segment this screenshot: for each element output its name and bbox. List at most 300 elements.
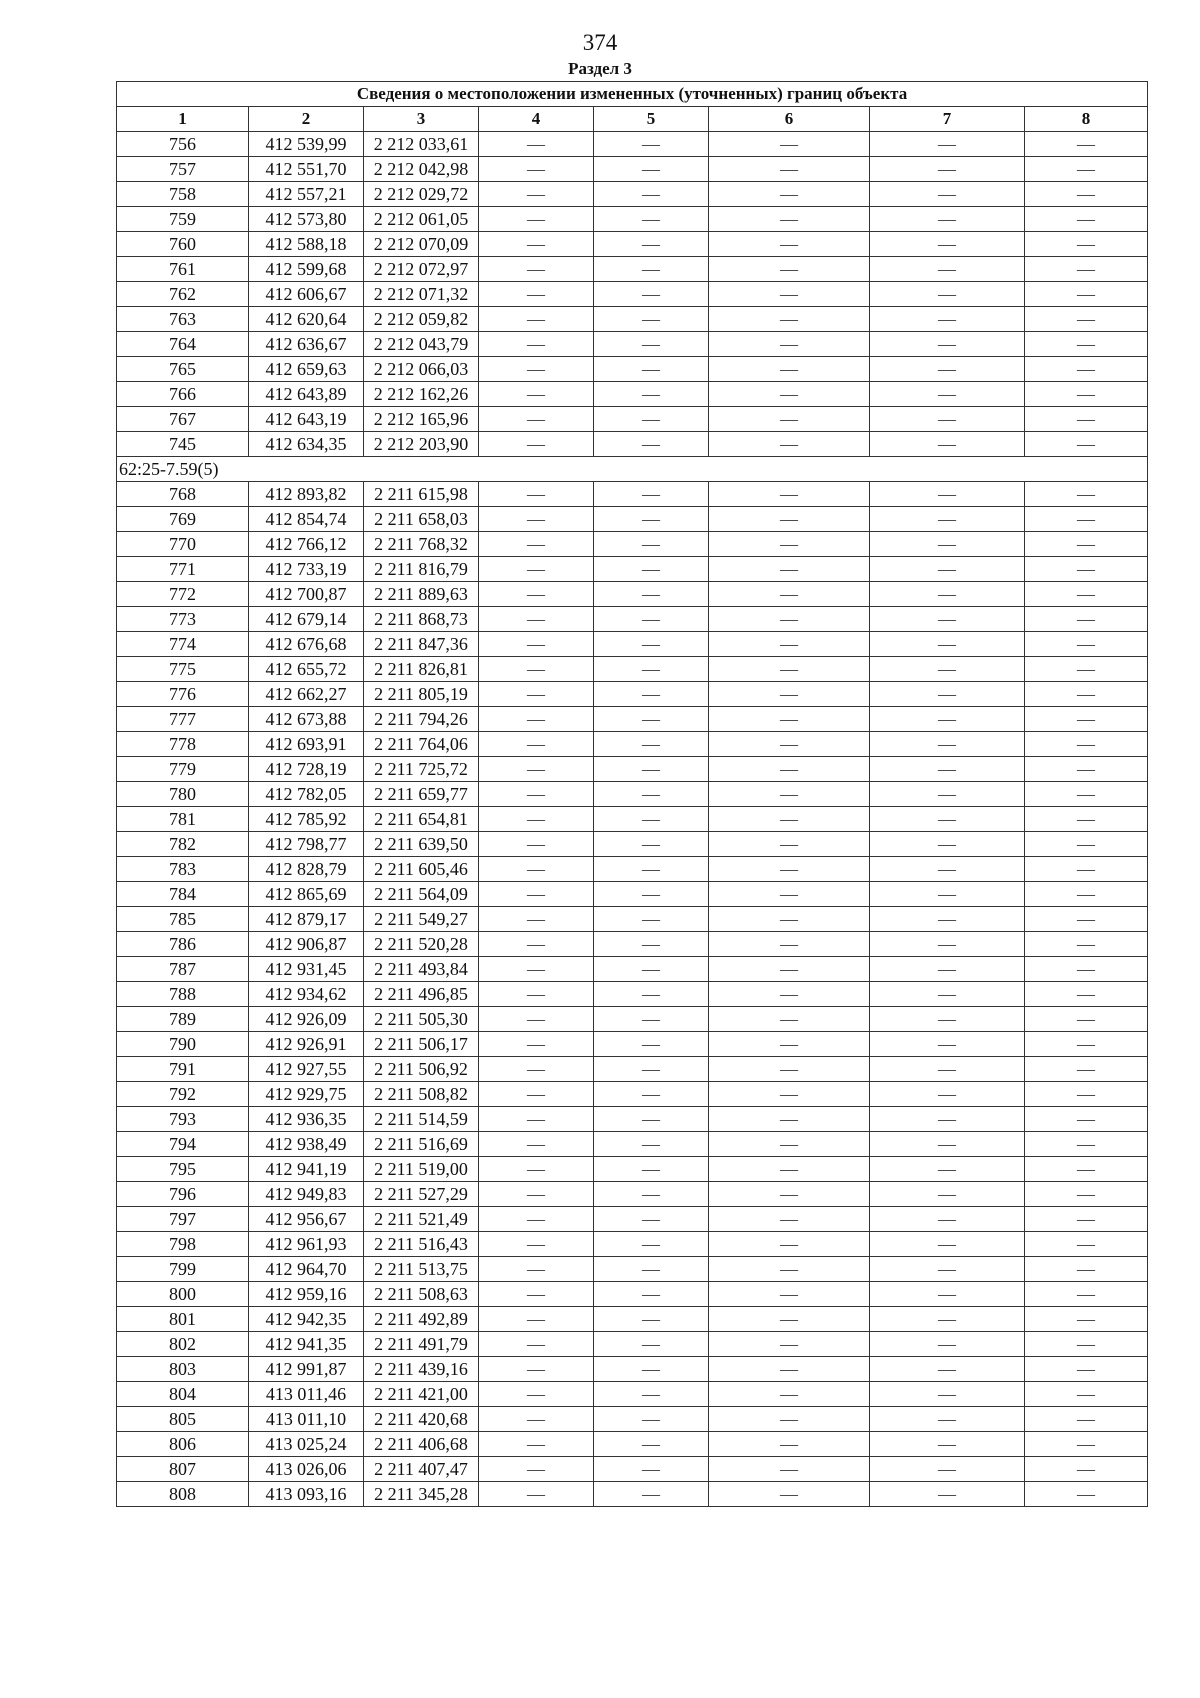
empty-value-cell: — — [594, 582, 709, 607]
coordinates-table — [116, 81, 1148, 1507]
table-title-row — [117, 82, 1148, 107]
empty-value-cell: — — [870, 657, 1025, 682]
empty-value-cell: — — [870, 832, 1025, 857]
point-number-cell: 770 — [117, 532, 249, 557]
table-row — [117, 682, 1148, 707]
empty-value-cell: — — [870, 1357, 1025, 1382]
x-coordinate-cell: 412 798,77 — [249, 832, 364, 857]
point-number-cell: 808 — [117, 1482, 249, 1507]
point-number-cell: 769 — [117, 507, 249, 532]
y-coordinate-cell: 2 211 605,46 — [364, 857, 479, 882]
empty-value-cell: — — [709, 782, 870, 807]
empty-value-cell: — — [709, 807, 870, 832]
table-row — [117, 332, 1148, 357]
empty-value-cell: — — [594, 282, 709, 307]
empty-value-cell: — — [479, 582, 594, 607]
table-row — [117, 507, 1148, 532]
x-coordinate-cell: 412 929,75 — [249, 1082, 364, 1107]
x-coordinate-cell: 412 655,72 — [249, 657, 364, 682]
empty-value-cell: — — [709, 382, 870, 407]
empty-value-cell: — — [870, 1007, 1025, 1032]
empty-value-cell: — — [1025, 1257, 1148, 1282]
table-row — [117, 432, 1148, 457]
empty-value-cell: — — [709, 207, 870, 232]
x-coordinate-cell: 412 926,09 — [249, 1007, 364, 1032]
table-row — [117, 657, 1148, 682]
point-number-cell: 796 — [117, 1182, 249, 1207]
empty-value-cell: — — [479, 432, 594, 457]
x-coordinate-cell: 413 025,24 — [249, 1432, 364, 1457]
empty-value-cell: — — [709, 607, 870, 632]
table-row — [117, 207, 1148, 232]
empty-value-cell: — — [594, 1257, 709, 1282]
empty-value-cell: — — [1025, 507, 1148, 532]
x-coordinate-cell: 412 931,45 — [249, 957, 364, 982]
empty-value-cell: — — [870, 1032, 1025, 1057]
table-row — [117, 232, 1148, 257]
empty-value-cell: — — [709, 157, 870, 182]
point-number-cell: 763 — [117, 307, 249, 332]
table-row — [117, 1357, 1148, 1382]
table-row — [117, 732, 1148, 757]
table-row — [117, 932, 1148, 957]
empty-value-cell: — — [709, 657, 870, 682]
empty-value-cell: — — [709, 1307, 870, 1332]
x-coordinate-cell: 412 700,87 — [249, 582, 364, 607]
x-coordinate-cell: 412 941,35 — [249, 1332, 364, 1357]
table-row — [117, 1432, 1148, 1457]
empty-value-cell: — — [709, 1257, 870, 1282]
empty-value-cell: — — [479, 982, 594, 1007]
table-row — [117, 1182, 1148, 1207]
empty-value-cell: — — [870, 182, 1025, 207]
x-coordinate-cell: 412 893,82 — [249, 482, 364, 507]
empty-value-cell: — — [594, 782, 709, 807]
x-coordinate-cell: 412 926,91 — [249, 1032, 364, 1057]
empty-value-cell: — — [479, 607, 594, 632]
y-coordinate-cell: 2 212 033,61 — [364, 132, 479, 157]
empty-value-cell: — — [709, 1482, 870, 1507]
empty-value-cell: — — [479, 482, 594, 507]
empty-value-cell: — — [870, 1157, 1025, 1182]
empty-value-cell: — — [594, 1382, 709, 1407]
empty-value-cell: — — [594, 1057, 709, 1082]
y-coordinate-cell: 2 211 654,81 — [364, 807, 479, 832]
empty-value-cell: — — [1025, 957, 1148, 982]
empty-value-cell: — — [479, 1007, 594, 1032]
point-number-cell: 792 — [117, 1082, 249, 1107]
empty-value-cell: — — [594, 632, 709, 657]
y-coordinate-cell: 2 211 508,82 — [364, 1082, 479, 1107]
empty-value-cell: — — [709, 957, 870, 982]
empty-value-cell: — — [709, 982, 870, 1007]
point-number-cell: 776 — [117, 682, 249, 707]
y-coordinate-cell: 2 212 029,72 — [364, 182, 479, 207]
y-coordinate-cell: 2 211 658,03 — [364, 507, 479, 532]
x-coordinate-cell: 412 620,64 — [249, 307, 364, 332]
point-number-cell: 757 — [117, 157, 249, 182]
point-number-cell: 805 — [117, 1407, 249, 1432]
table-row — [117, 1457, 1148, 1482]
empty-value-cell: — — [594, 1032, 709, 1057]
empty-value-cell: — — [1025, 282, 1148, 307]
empty-value-cell: — — [479, 907, 594, 932]
empty-value-cell: — — [479, 782, 594, 807]
x-coordinate-cell: 412 728,19 — [249, 757, 364, 782]
table-row — [117, 1232, 1148, 1257]
y-coordinate-cell: 2 211 345,28 — [364, 1482, 479, 1507]
point-number-cell: 797 — [117, 1207, 249, 1232]
x-coordinate-cell: 412 539,99 — [249, 132, 364, 157]
empty-value-cell: — — [1025, 1357, 1148, 1382]
y-coordinate-cell: 2 211 826,81 — [364, 657, 479, 682]
empty-value-cell: — — [594, 807, 709, 832]
x-coordinate-cell: 412 934,62 — [249, 982, 364, 1007]
empty-value-cell: — — [1025, 1157, 1148, 1182]
x-coordinate-cell: 412 599,68 — [249, 257, 364, 282]
table-row — [117, 607, 1148, 632]
y-coordinate-cell: 2 211 496,85 — [364, 982, 479, 1007]
empty-value-cell: — — [709, 1232, 870, 1257]
empty-value-cell: — — [594, 382, 709, 407]
empty-value-cell: — — [479, 1032, 594, 1057]
empty-value-cell: — — [479, 1432, 594, 1457]
empty-value-cell: — — [709, 1057, 870, 1082]
empty-value-cell: — — [870, 1107, 1025, 1132]
empty-value-cell: — — [479, 1157, 594, 1182]
empty-value-cell: — — [479, 1082, 594, 1107]
empty-value-cell: — — [1025, 382, 1148, 407]
empty-value-cell: — — [1025, 782, 1148, 807]
y-coordinate-cell: 2 211 439,16 — [364, 1357, 479, 1382]
point-number-cell: 791 — [117, 1057, 249, 1082]
y-coordinate-cell: 2 211 407,47 — [364, 1457, 479, 1482]
y-coordinate-cell: 2 211 508,63 — [364, 1282, 479, 1307]
empty-value-cell: — — [709, 232, 870, 257]
empty-value-cell: — — [1025, 1232, 1148, 1257]
empty-value-cell: — — [1025, 1282, 1148, 1307]
point-number-cell: 758 — [117, 182, 249, 207]
column-header: 6 — [709, 107, 870, 132]
empty-value-cell: — — [479, 307, 594, 332]
empty-value-cell: — — [1025, 1082, 1148, 1107]
table-row — [117, 1207, 1148, 1232]
x-coordinate-cell: 412 679,14 — [249, 607, 364, 632]
point-number-cell: 802 — [117, 1332, 249, 1357]
table-row — [117, 1307, 1148, 1332]
x-coordinate-cell: 412 949,83 — [249, 1182, 364, 1207]
empty-value-cell: — — [594, 732, 709, 757]
x-coordinate-cell: 413 011,10 — [249, 1407, 364, 1432]
table-row — [117, 632, 1148, 657]
point-number-cell: 771 — [117, 557, 249, 582]
table-row — [117, 1007, 1148, 1032]
empty-value-cell: — — [479, 1482, 594, 1507]
point-number-cell: 782 — [117, 832, 249, 857]
empty-value-cell: — — [709, 757, 870, 782]
x-coordinate-cell: 412 693,91 — [249, 732, 364, 757]
empty-value-cell: — — [709, 557, 870, 582]
y-coordinate-cell: 2 211 491,79 — [364, 1332, 479, 1357]
empty-value-cell: — — [709, 307, 870, 332]
empty-value-cell: — — [594, 1457, 709, 1482]
empty-value-cell: — — [870, 1407, 1025, 1432]
empty-value-cell: — — [479, 807, 594, 832]
empty-value-cell: — — [709, 1432, 870, 1457]
empty-value-cell: — — [479, 357, 594, 382]
empty-value-cell: — — [870, 707, 1025, 732]
empty-value-cell: — — [479, 1132, 594, 1157]
empty-value-cell: — — [479, 1107, 594, 1132]
empty-value-cell: — — [594, 1082, 709, 1107]
empty-value-cell: — — [1025, 1057, 1148, 1082]
empty-value-cell: — — [594, 1407, 709, 1432]
empty-value-cell: — — [479, 257, 594, 282]
empty-value-cell: — — [709, 1407, 870, 1432]
empty-value-cell: — — [870, 1182, 1025, 1207]
table-row — [117, 132, 1148, 157]
y-coordinate-cell: 2 211 725,72 — [364, 757, 479, 782]
x-coordinate-cell: 412 942,35 — [249, 1307, 364, 1332]
empty-value-cell: — — [709, 832, 870, 857]
empty-value-cell: — — [709, 432, 870, 457]
column-header: 8 — [1025, 107, 1148, 132]
point-number-cell: 794 — [117, 1132, 249, 1157]
empty-value-cell: — — [709, 1157, 870, 1182]
empty-value-cell: — — [479, 1282, 594, 1307]
point-number-cell: 774 — [117, 632, 249, 657]
table-row — [117, 957, 1148, 982]
empty-value-cell: — — [1025, 157, 1148, 182]
empty-value-cell: — — [870, 232, 1025, 257]
empty-value-cell: — — [594, 1007, 709, 1032]
point-number-cell: 778 — [117, 732, 249, 757]
x-coordinate-cell: 413 011,46 — [249, 1382, 364, 1407]
table-row — [117, 282, 1148, 307]
x-coordinate-cell: 412 956,67 — [249, 1207, 364, 1232]
empty-value-cell: — — [594, 682, 709, 707]
empty-value-cell: — — [479, 707, 594, 732]
point-number-cell: 773 — [117, 607, 249, 632]
x-coordinate-cell: 413 093,16 — [249, 1482, 364, 1507]
x-coordinate-cell: 412 854,74 — [249, 507, 364, 532]
empty-value-cell: — — [479, 1232, 594, 1257]
empty-value-cell: — — [709, 1332, 870, 1357]
empty-value-cell: — — [709, 907, 870, 932]
x-coordinate-cell: 412 636,67 — [249, 332, 364, 357]
table-row — [117, 257, 1148, 282]
empty-value-cell: — — [1025, 607, 1148, 632]
table-row — [117, 707, 1148, 732]
y-coordinate-cell: 2 211 513,75 — [364, 1257, 479, 1282]
empty-value-cell: — — [870, 382, 1025, 407]
table-row — [117, 582, 1148, 607]
empty-value-cell: — — [709, 482, 870, 507]
empty-value-cell: — — [709, 132, 870, 157]
column-header: 2 — [249, 107, 364, 132]
y-coordinate-cell: 2 211 420,68 — [364, 1407, 479, 1432]
x-coordinate-cell: 412 865,69 — [249, 882, 364, 907]
empty-value-cell: — — [594, 1282, 709, 1307]
empty-value-cell: — — [594, 232, 709, 257]
empty-value-cell: — — [1025, 1032, 1148, 1057]
y-coordinate-cell: 2 211 847,36 — [364, 632, 479, 657]
empty-value-cell: — — [594, 157, 709, 182]
empty-value-cell: — — [870, 882, 1025, 907]
empty-value-cell: — — [479, 1407, 594, 1432]
table-row — [117, 1382, 1148, 1407]
table-row — [117, 1057, 1148, 1082]
y-coordinate-cell: 2 211 520,28 — [364, 932, 479, 957]
table-row — [117, 1282, 1148, 1307]
table-row — [117, 907, 1148, 932]
empty-value-cell: — — [709, 1382, 870, 1407]
x-coordinate-cell: 412 573,80 — [249, 207, 364, 232]
point-number-cell: 767 — [117, 407, 249, 432]
x-coordinate-cell: 413 026,06 — [249, 1457, 364, 1482]
y-coordinate-cell: 2 211 406,68 — [364, 1432, 479, 1457]
x-coordinate-cell: 412 906,87 — [249, 932, 364, 957]
empty-value-cell: — — [594, 1307, 709, 1332]
empty-value-cell: — — [479, 382, 594, 407]
y-coordinate-cell: 2 212 203,90 — [364, 432, 479, 457]
empty-value-cell: — — [594, 707, 709, 732]
empty-value-cell: — — [594, 1207, 709, 1232]
empty-value-cell: — — [1025, 1407, 1148, 1432]
empty-value-cell: — — [1025, 982, 1148, 1007]
empty-value-cell: — — [1025, 407, 1148, 432]
table-row — [117, 482, 1148, 507]
table-body — [117, 132, 1148, 1507]
empty-value-cell: — — [594, 1132, 709, 1157]
empty-value-cell: — — [1025, 1207, 1148, 1232]
empty-value-cell: — — [870, 557, 1025, 582]
column-header: 4 — [479, 107, 594, 132]
table-row — [117, 1132, 1148, 1157]
empty-value-cell: — — [594, 982, 709, 1007]
empty-value-cell: — — [870, 1332, 1025, 1357]
empty-value-cell: — — [479, 1457, 594, 1482]
y-coordinate-cell: 2 211 506,17 — [364, 1032, 479, 1057]
x-coordinate-cell: 412 659,63 — [249, 357, 364, 382]
empty-value-cell: — — [594, 957, 709, 982]
x-coordinate-cell: 412 673,88 — [249, 707, 364, 732]
empty-value-cell: — — [479, 682, 594, 707]
y-coordinate-cell: 2 211 492,89 — [364, 1307, 479, 1332]
empty-value-cell: — — [594, 832, 709, 857]
empty-value-cell: — — [479, 1257, 594, 1282]
empty-value-cell: — — [870, 507, 1025, 532]
empty-value-cell: — — [594, 607, 709, 632]
empty-value-cell: — — [870, 982, 1025, 1007]
y-coordinate-cell: 2 211 516,43 — [364, 1232, 479, 1257]
empty-value-cell: — — [594, 507, 709, 532]
empty-value-cell: — — [479, 1382, 594, 1407]
x-coordinate-cell: 412 557,21 — [249, 182, 364, 207]
page-number: 374 — [582, 30, 618, 55]
empty-value-cell: — — [479, 632, 594, 657]
empty-value-cell: — — [479, 932, 594, 957]
y-coordinate-cell: 2 212 070,09 — [364, 232, 479, 257]
empty-value-cell: — — [870, 132, 1025, 157]
empty-value-cell: — — [479, 332, 594, 357]
empty-value-cell: — — [870, 732, 1025, 757]
x-coordinate-cell: 412 879,17 — [249, 907, 364, 932]
point-number-cell: 804 — [117, 1382, 249, 1407]
empty-value-cell: — — [870, 1257, 1025, 1282]
y-coordinate-cell: 2 212 072,97 — [364, 257, 479, 282]
y-coordinate-cell: 2 212 162,26 — [364, 382, 479, 407]
table-row — [117, 182, 1148, 207]
table-title: Сведения о местоположении измененных (уточненных) границ объекта — [117, 82, 1148, 107]
x-coordinate-cell: 412 643,19 — [249, 407, 364, 432]
empty-value-cell: — — [479, 1182, 594, 1207]
empty-value-cell: — — [594, 557, 709, 582]
empty-value-cell: — — [709, 632, 870, 657]
table-row — [117, 357, 1148, 382]
table-row — [117, 807, 1148, 832]
x-coordinate-cell: 412 785,92 — [249, 807, 364, 832]
empty-value-cell: — — [709, 507, 870, 532]
x-coordinate-cell: 412 782,05 — [249, 782, 364, 807]
y-coordinate-cell: 2 211 527,29 — [364, 1182, 479, 1207]
empty-value-cell: — — [709, 1107, 870, 1132]
empty-value-cell: — — [594, 882, 709, 907]
point-number-cell: 806 — [117, 1432, 249, 1457]
y-coordinate-cell: 2 211 564,09 — [364, 882, 479, 907]
empty-value-cell: — — [1025, 1457, 1148, 1482]
empty-value-cell: — — [709, 857, 870, 882]
column-header: 1 — [117, 107, 249, 132]
empty-value-cell: — — [1025, 1182, 1148, 1207]
empty-value-cell: — — [709, 882, 870, 907]
empty-value-cell: — — [870, 1057, 1025, 1082]
empty-value-cell: — — [594, 1232, 709, 1257]
empty-value-cell: — — [1025, 1482, 1148, 1507]
empty-value-cell: — — [479, 1357, 594, 1382]
point-number-cell: 790 — [117, 1032, 249, 1057]
empty-value-cell: — — [1025, 757, 1148, 782]
empty-value-cell: — — [1025, 307, 1148, 332]
empty-value-cell: — — [870, 1482, 1025, 1507]
point-number-cell: 761 — [117, 257, 249, 282]
empty-value-cell: — — [870, 307, 1025, 332]
empty-value-cell: — — [870, 1457, 1025, 1482]
y-coordinate-cell: 2 211 615,98 — [364, 482, 479, 507]
empty-value-cell: — — [479, 882, 594, 907]
empty-value-cell: — — [594, 482, 709, 507]
point-number-cell: 779 — [117, 757, 249, 782]
point-number-cell: 780 — [117, 782, 249, 807]
empty-value-cell: — — [1025, 832, 1148, 857]
y-coordinate-cell: 2 212 165,96 — [364, 407, 479, 432]
y-coordinate-cell: 2 212 061,05 — [364, 207, 479, 232]
empty-value-cell: — — [594, 307, 709, 332]
empty-value-cell: — — [870, 682, 1025, 707]
point-number-cell: 745 — [117, 432, 249, 457]
empty-value-cell: — — [709, 1032, 870, 1057]
empty-value-cell: — — [709, 1132, 870, 1157]
empty-value-cell: — — [479, 657, 594, 682]
empty-value-cell: — — [870, 1132, 1025, 1157]
y-coordinate-cell: 2 211 816,79 — [364, 557, 479, 582]
empty-value-cell: — — [870, 757, 1025, 782]
y-coordinate-cell: 2 212 071,32 — [364, 282, 479, 307]
empty-value-cell: — — [1025, 707, 1148, 732]
table-row — [117, 782, 1148, 807]
empty-value-cell: — — [709, 532, 870, 557]
empty-value-cell: — — [594, 1357, 709, 1382]
